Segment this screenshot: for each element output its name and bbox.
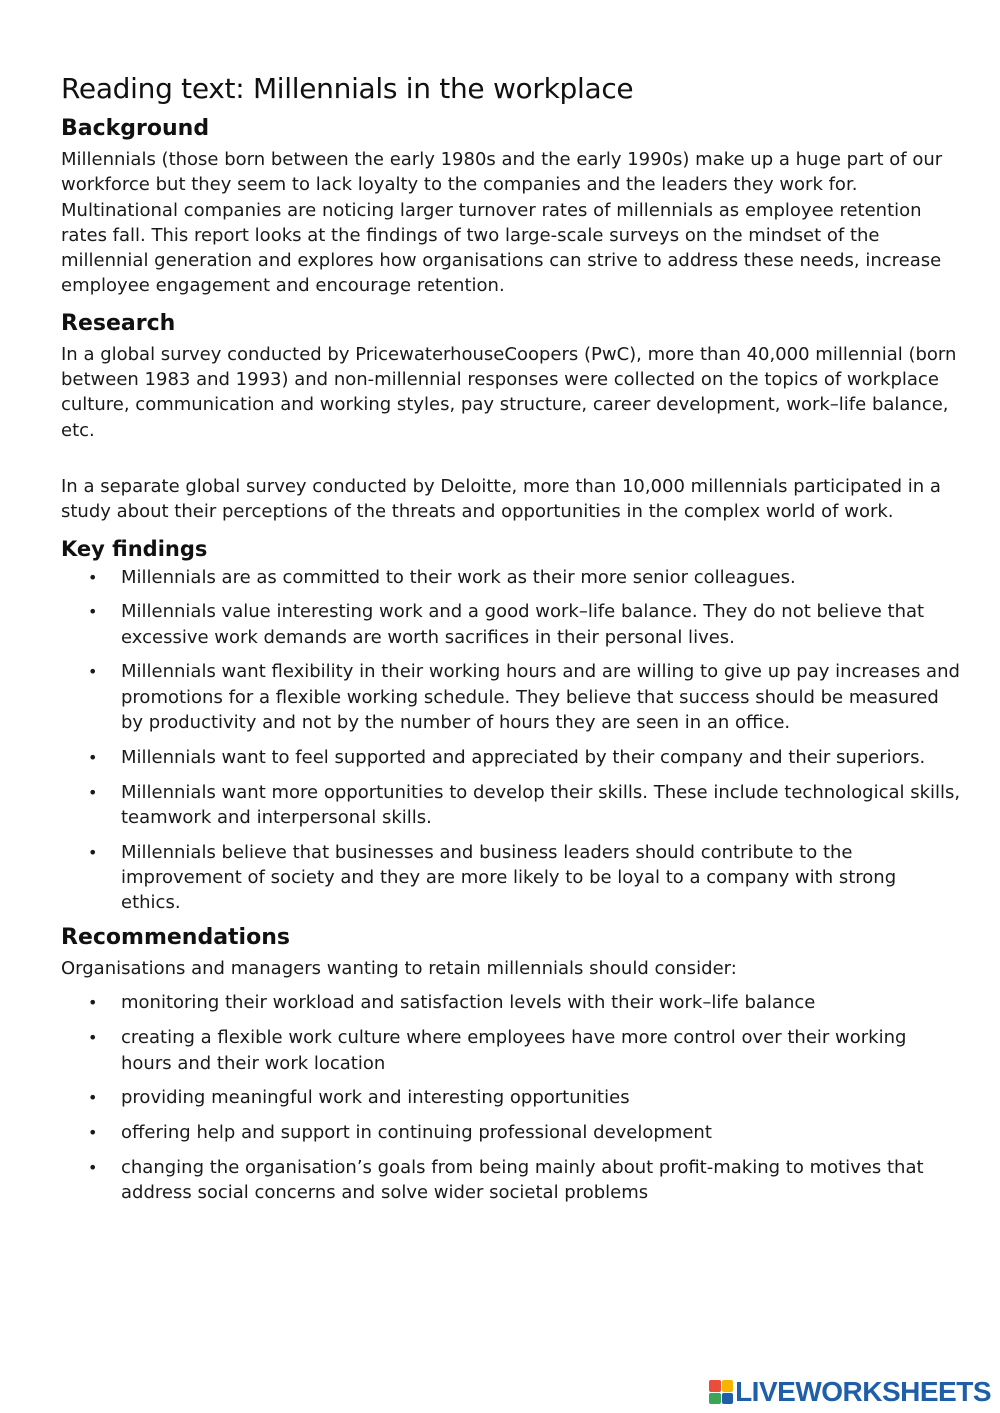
bullet-icon: • [88, 662, 98, 682]
list-item: • creating a flexible work culture where employees have more control over their working hours and their work location [88, 1027, 907, 1074]
list-item: • Millennials want flexibility in their working hours and are willing to give up pay increases and promotions for a flexible working schedule. They believe that success should be measured by productivity and not by the number of hours they are seen in an office. [88, 661, 960, 734]
key-findings-section [61, 537, 961, 916]
logo-square [722, 1380, 734, 1392]
bullet-icon: • [88, 993, 98, 1013]
logo-text: LIVEWORKSHEETS [735, 1376, 991, 1407]
list-item: • Millennials believe that businesses and business leaders should contribute to the improvement of society and they are more likely to be loyal to a company with strong ethics. [88, 841, 897, 914]
recommendations-section [61, 925, 961, 1205]
logo-square [709, 1380, 721, 1392]
bullet-icon: • [88, 1157, 98, 1177]
bullet-icon: • [88, 842, 98, 862]
background-text: Millennials (those born between the early 1980s and the early 1990s) make up a huge part of our workforce but they seem to lack loyalty to the companies and the leaders they work for. Multinational companies are noticing larger turnover rates of millennials as employee retention rates fall. This report looks at the findings of two large-scale surveys on the mindset of the millennial generation and explores how organisations can strive to address these needs, increase employee engagement and encourage retention. [61, 149, 943, 297]
list-item: • changing the organisation’s goals from being mainly about profit-making to motives that address social concerns and solve wider societal problems [88, 1156, 924, 1204]
list-item: • offering help and support in continuing professional development [61, 1120, 961, 1145]
bullet-icon: • [88, 1088, 98, 1108]
logo-square [722, 1393, 734, 1405]
background-section [61, 116, 961, 299]
list-item: • Millennials value interesting work and a good work–life balance. They do not believe that excessive work demands are worth sacrifices in their personal lives. [88, 601, 925, 648]
worksheet-page [61, 72, 961, 1215]
logo-mark-icon [709, 1380, 733, 1404]
bullet-icon: • [88, 782, 98, 802]
recommendations-intro: Organisations and managers wanting to retain millennials should consider: [61, 958, 737, 980]
research-paragraph-2: In a separate global survey conducted by Deloitte, more than 10,000 millennials participated in a study about their perceptions of the threats and opportunities in the complex world of work. [61, 475, 941, 523]
bullet-icon: • [88, 567, 98, 587]
recommendations-list [61, 990, 961, 1205]
list-item: • Millennials want more opportunities to develop their skills. These include technological skills, teamwork and interpersonal skills. [88, 781, 961, 828]
list-item: • Millennials are as committed to their work as their more senior colleagues. [61, 565, 961, 590]
key-findings-list [61, 565, 961, 916]
research-section [61, 311, 961, 525]
list-item: • monitoring their workload and satisfaction levels with their work–life balance [61, 990, 961, 1015]
bullet-icon: • [88, 1028, 98, 1048]
liveworksheets-logo[interactable] [709, 1376, 991, 1408]
research-heading: Research [61, 310, 176, 336]
key-findings-heading: Key findings [61, 536, 208, 561]
research-paragraph-1: In a global survey conducted by PricewaterhouseCoopers (PwC), more than 40,000 millennial (born between 1983 and 1993) and non-millennial responses were collected on the topics of workplace culture, communication and working styles, pay structure, career development, work–life balance, etc. [61, 343, 957, 441]
background-heading: Background [61, 116, 210, 141]
bullet-icon: • [88, 602, 98, 622]
list-item: • providing meaningful work and interesting opportunities [61, 1085, 961, 1110]
page-title: Reading text: Millennials in the workplace [61, 72, 634, 105]
logo-square [709, 1393, 721, 1405]
bullet-icon: • [88, 1123, 98, 1143]
recommendations-heading: Recommendations [61, 925, 290, 951]
list-item: • Millennials want to feel supported and appreciated by their company and their superiors. [61, 745, 961, 770]
bullet-icon: • [88, 747, 98, 767]
